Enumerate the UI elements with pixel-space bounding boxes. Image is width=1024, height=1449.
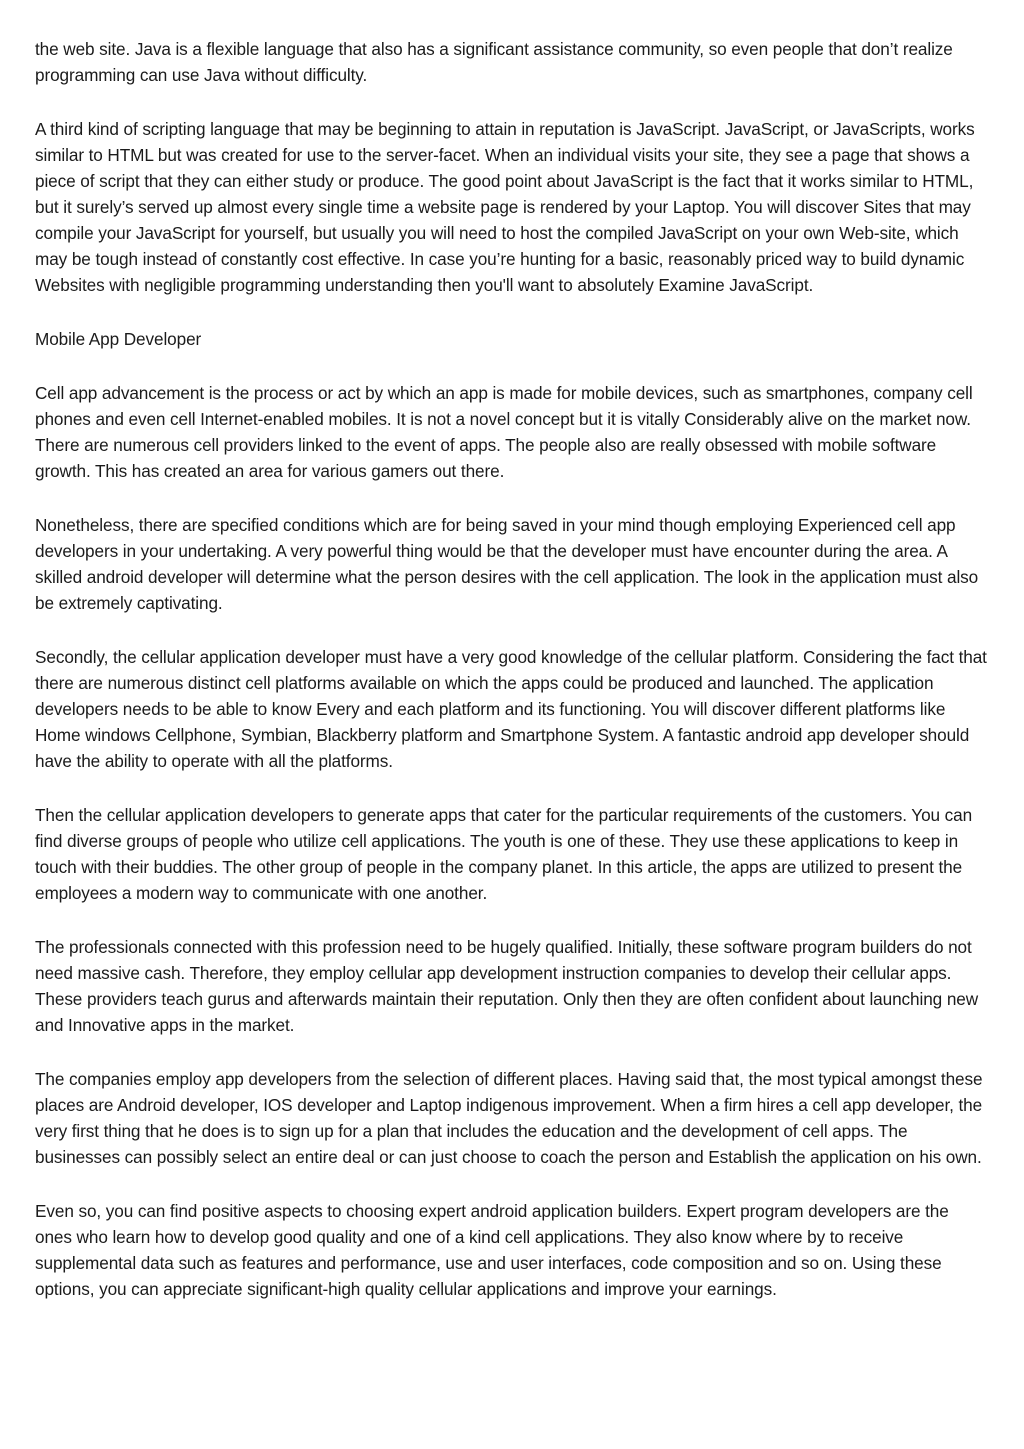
- body-paragraph: The professionals connected with this profession need to be hugely qualified. Initially, these software program builders do not need massive cash. Therefore, they employ cellular app development instruction companies to develop their cellular apps. These providers teach gurus and afterwards maintain their reputation. Only then they are often confident about launching new and Innovative apps in the market.: [35, 937, 979, 1035]
- body-paragraph: Even so, you can find positive aspects to choosing expert android application builders. Expert program developers are the ones who learn how to develop good quality and one of a kind cell applications. They also know where by to receive supplemental data such as features and performance, use and user interfaces, code composition and so on. Using these options, you can appreciate significant-high quality cellular applications and improve your earnings.: [35, 1201, 949, 1299]
- body-paragraph: A third kind of scripting language that may be beginning to attain in reputation is JavaScript. JavaScript, or JavaScripts, works similar to HTML but was created for use to the server-facet. When an individual visits your site, they see a page that shows a piece of script that they can either study or produce. The good point about JavaScript is the fact that it works similar to HTML, but it surely’s served up almost every single time a website page is rendered by your Laptop. You will discover Sites that may compile your JavaScript for yourself, but usually you will need to host the compiled JavaScript on your own Web-site, which may be tough instead of constantly cost effective. In case you’re hunting for a basic, reasonably priced way to build dynamic Websites with negligible programming understanding then you'll want to absolutely Examine JavaScript.: [35, 119, 975, 295]
- section-heading: Mobile App Developer: [35, 329, 202, 349]
- body-paragraph: Secondly, the cellular application developer must have a very good knowledge of the cellular platform. Considering the fact that there are numerous distinct cell platforms available on which the apps could be produced and launched. The application developers needs to be able to know Every and each platform and its functioning. You will discover different platforms like Home windows Cellphone, Symbian, Blackberry platform and Smartphone System. A fantastic android app developer should have the ability to operate with all the platforms.: [35, 647, 987, 771]
- body-paragraph: Then the cellular application developers to generate apps that cater for the particular requirements of the customers. You can find diverse groups of people who utilize cell applications. The youth is one of these. They use these applications to keep in touch with their buddies. The other group of people in the company planet. In this article, the apps are utilized to present the employees a modern way to communicate with one another.: [35, 805, 973, 903]
- body-paragraph: The companies employ app developers from the selection of different places. Having said that, the most typical amongst these places are Android developer, IOS developer and Laptop indigenous improvement. When a firm hires a cell app developer, the very first thing that he does is to sign up for a plan that includes the education and the development of cell apps. The businesses can possibly select an entire deal or can just choose to coach the person and Establish the application on his own.: [35, 1069, 983, 1167]
- body-paragraph: Nonetheless, there are specified conditions which are for being saved in your mind though employing Experienced cell app developers in your undertaking. A very powerful thing would be that the developer must have encounter during the area. A skilled android developer will determine what the person desires with the cell application. The look in the application must also be extremely captivating.: [35, 515, 979, 613]
- body-paragraph: the web site. Java is a flexible language that also has a significant assistance community, so even people that don’t realize programming can use Java without difficulty.: [35, 39, 953, 85]
- body-paragraph: Cell app advancement is the process or act by which an app is made for mobile devices, such as smartphones, company cell phones and even cell Internet-enabled mobiles. It is not a novel concept but it is vitally Considerably alive on the market now. There are numerous cell providers linked to the event of apps. The people also are really obsessed with mobile software growth. This has created an area for various gamers out there.: [35, 383, 973, 481]
